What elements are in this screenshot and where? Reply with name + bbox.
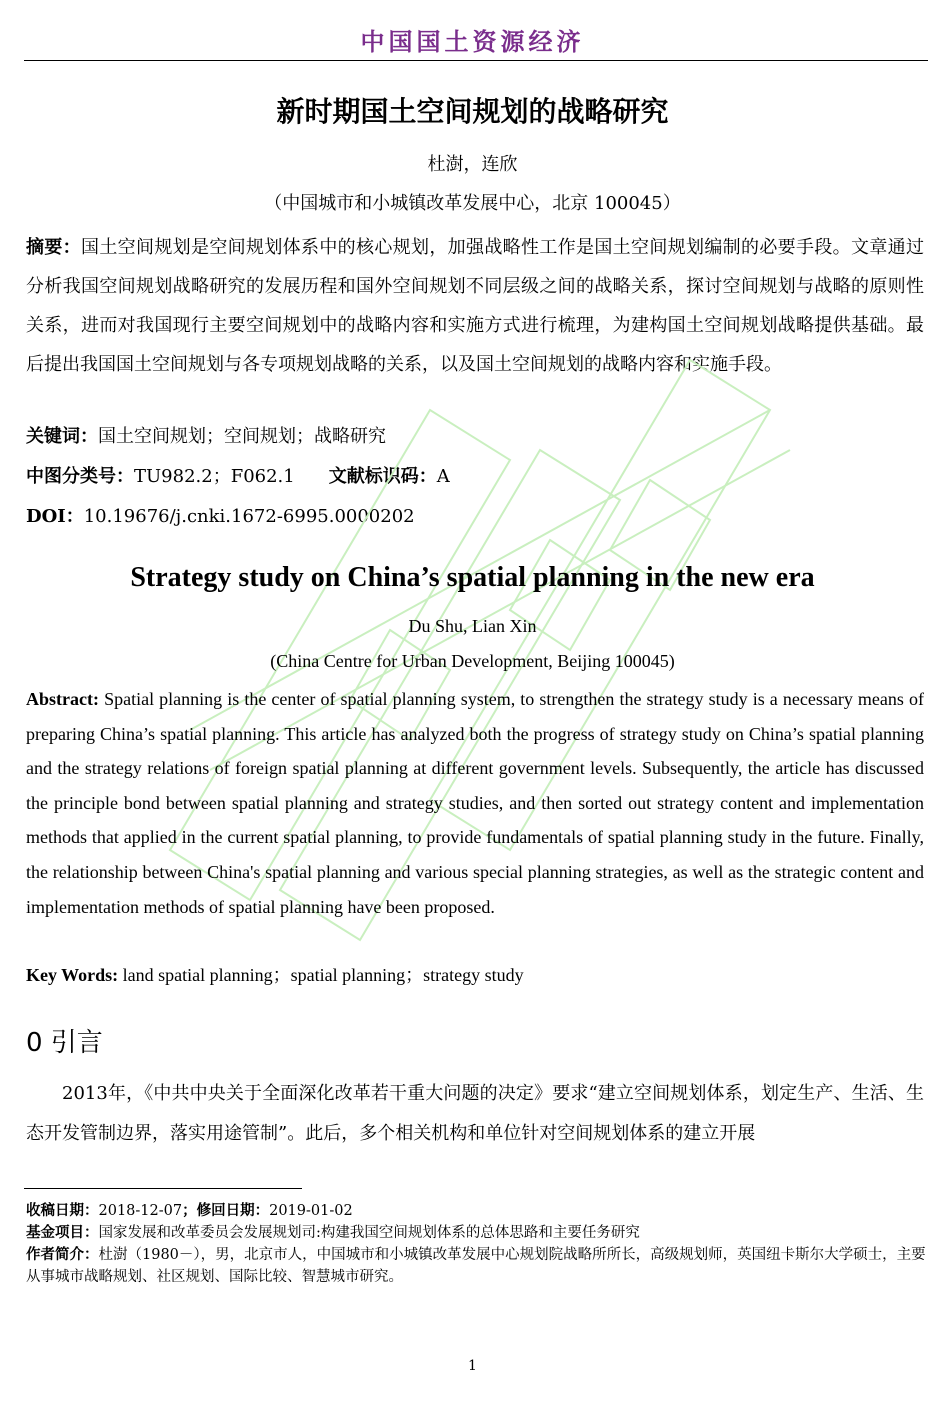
affiliation-en: (China Centre for Urban Development, Beijing 100045) [270,651,675,671]
received-label: 收稿日期： [26,1202,99,1219]
keywords-cn-text: 国土空间规划；空间规划；战略研究 [98,426,386,447]
footnote-rule [24,1188,302,1189]
abstract-cn-label: 摘要： [26,237,81,258]
author-bio-value: 杜澍（1980－），男，北京市人，中国城市和小城镇改革发展中心规划院战略所所长，高级规划师，英国纽卡斯尔大学硕士，主要从事城市战略规划、社区规划、国际比较、智慧城市研究。 [26,1247,926,1285]
keywords-en [26,961,524,987]
abstract-cn-text: 国土空间规划是空间规划体系中的核心规划，加强战略性工作是国土空间规划编制的必要手段。文章通过分析我国空间规划战略研究的发展历程和国外空间规划不同层级之间的战略关系，探讨空间规划与战略的原则性关系，进而对我国现行主要空间规划中的战略内容和实施方式进行梳理，为建构国土空间规划战略提供基础。最后提出我国国土空间规划与各专项规划战略的关系，以及国土空间规划的战略内容和实施手段。 [26,237,924,375]
footnote-dates [26,1200,926,1222]
header-rule [24,60,928,61]
title-cn: 新时期国土空间规划的战略研究 [276,95,669,128]
body-paragraph: 2013年，《中共中央关于全面深化改革若干重大问题的决定》要求“建立空间规划体系，划定生产、生活、生态开发管制边界，落实用途管制”。此后，多个相关机构和单位针对空间规划体系的建立开展 [26,1083,924,1144]
keywords-en-label: Key Words: [26,965,119,985]
authors-cn: 杜澍，连欣 [427,154,518,175]
classification-label: 中图分类号： [26,466,134,487]
footnote-fund [26,1222,926,1244]
doc-code-value: A [436,466,450,487]
abstract-en-label: Abstract: [26,689,99,709]
abstract-en [26,682,924,924]
footnote-author [26,1244,926,1288]
revised-value: 2019-01-02 [269,1203,353,1219]
author-bio-label: 作者简介： [26,1246,99,1263]
affiliation-cn: （中国城市和小城镇改革发展中心，北京 100045） [264,193,681,214]
fund-label: 基金项目： [26,1224,99,1241]
title-en: Strategy study on China’s spatial planning in the new era [130,562,815,593]
section-heading: 0 引言 [26,1028,103,1058]
revised-label: ；修回日期： [182,1202,270,1219]
keywords-en-text: land spatial planning；spatial planning；strategy study [122,965,524,985]
doi-label: DOI： [26,506,84,527]
journal-name: 中国国土资源经济 [360,27,585,56]
fund-value: 国家发展和改革委员会发展规划司:构建我国空间规划体系的总体思路和主要任务研究 [98,1225,640,1241]
classification-value: TU982.2；F062.1 [134,466,295,487]
keywords-cn-label: 关键词： [26,426,98,447]
abstract-en-text: Spatial planning is the center of spatial planning system, to strengthen the strategy study is a necessary means of preparing China’s spatial planning. This article has analyzed both the progress of strategy study on China’s spatial planning and the strategy relations of foreign spatial planning at different government levels. Subsequently, the article has discussed the principle bond between spatial planning and strategy studies, and then sorted out strategy content and implementation methods that applied in the current spatial planning, to provide fundamentals of spatial planning study in the future. Finally, the relationship between China's spatial planning and various special planning strategies, as well as the strategic content and implementation methods of spatial planning have been proposed. [26,689,924,917]
doi-value: 10.19676/j.cnki.1672-6995.0000202 [83,506,415,527]
received-value: 2018-12-07 [98,1203,183,1219]
page-number: 1 [468,1358,477,1374]
doc-code-label: 文献标识码： [328,466,437,487]
authors-en: Du Shu, Lian Xin [408,616,537,636]
